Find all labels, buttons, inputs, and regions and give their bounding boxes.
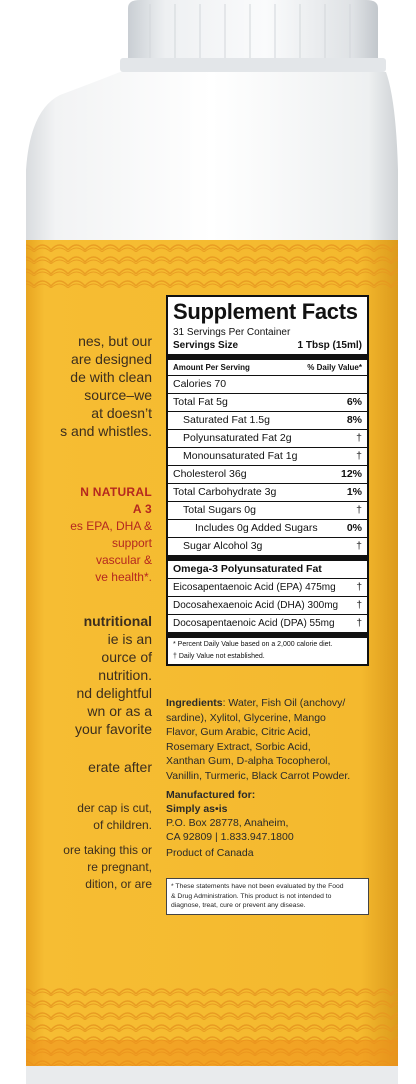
intro-line: at doesn’t <box>91 405 152 421</box>
ingredients-block <box>166 696 376 783</box>
nutrition-paragraph <box>8 612 158 738</box>
omega-dv: † <box>356 600 362 611</box>
nutrient-dv: 1% <box>346 486 362 498</box>
nutrient-name: Monounsaturated Fat 1g <box>183 450 298 462</box>
calories-label: Calories 70 <box>173 378 227 390</box>
nutrient-row <box>168 466 367 484</box>
doctor-note <box>8 842 158 893</box>
nutrient-name: Polyunsaturated Fat 2g <box>183 432 292 444</box>
nutrient-dv: † <box>356 540 362 552</box>
omega-name: Docosapentaenoic Acid (DPA) 55mg <box>173 618 335 629</box>
disclaimer-line: * These statements have not been evaluated by the Food <box>171 883 344 890</box>
omega-row <box>168 579 367 597</box>
nutrient-name: Sugar Alcohol 3g <box>183 540 263 552</box>
ingredients-line: Xanthan Gum, D-alpha Tocopherol, <box>166 755 331 767</box>
nutrient-row <box>168 484 367 502</box>
serving-size-row <box>168 339 367 354</box>
nutrient-dv: † <box>356 450 362 462</box>
intro-line: are designed <box>71 351 152 367</box>
claim-line: A 3 <box>132 502 152 516</box>
doctor-line: re pregnant, <box>87 860 152 874</box>
servings-per-container: 31 Servings Per Container <box>173 327 291 338</box>
amount-header-row <box>168 360 367 376</box>
omega-row <box>168 615 367 632</box>
ingredients-label: Ingredients <box>166 697 223 709</box>
nutrient-dv: 0% <box>346 522 362 534</box>
claim-line: N NATURAL <box>80 485 152 499</box>
nutrition-line: ie is an <box>107 631 152 647</box>
fda-disclaimer <box>166 878 369 915</box>
omega-header: Omega-3 Polyunsaturated Fat <box>173 563 322 575</box>
omega-row <box>168 597 367 615</box>
refrigerate-note <box>8 758 158 776</box>
daily-value-header: % Daily Value* <box>307 363 362 372</box>
nutrient-name: Cholesterol 36g <box>173 468 247 480</box>
nutrient-dv: † <box>356 432 362 444</box>
claim-line: ve health*. <box>95 570 152 584</box>
doctor-line: ore taking this or <box>63 843 152 857</box>
nutrient-dv: † <box>356 504 362 516</box>
address-line: CA 92809 | 1.833.947.1800 <box>166 831 294 843</box>
omega-dv: † <box>356 618 362 629</box>
ingredients-line: sardine), Xylitol, Glycerine, Mango <box>166 711 326 724</box>
ingredients-line: Vanillin, Turmeric, Black Carrot Powder. <box>166 769 351 782</box>
intro-line: de with clean <box>70 369 152 385</box>
warning-line: der cap is cut, <box>77 801 152 815</box>
nutrient-name: Total Carbohydrate 3g <box>173 486 277 498</box>
disclaimer-line: & Drug Administration. This product is not intended to <box>171 892 332 900</box>
product-origin: Product of Canada <box>166 847 254 859</box>
footnote-not-established: † Daily Value not established. <box>173 653 265 660</box>
nutrient-row <box>168 538 367 555</box>
nutrient-row <box>168 448 367 466</box>
omega-header-row <box>168 561 367 579</box>
doctor-line: dition, or are <box>85 877 152 891</box>
serving-size-label: Servings Size <box>173 340 239 351</box>
nutrition-line: your favorite <box>74 721 152 737</box>
nutrient-row <box>168 520 367 538</box>
nutrient-name: Includes 0g Added Sugars <box>195 522 318 534</box>
claim-line: es EPA, DHA & <box>70 519 152 533</box>
nutrient-name: Total Sugars 0g <box>183 504 256 516</box>
supplement-facts-title: Supplement Facts <box>173 299 358 324</box>
supplement-facts-panel <box>166 295 369 666</box>
nutrition-line: nutrition. <box>98 667 152 683</box>
calories-row <box>168 376 367 394</box>
warning-line: of children. <box>93 818 152 832</box>
nutrient-dv: 6% <box>346 396 362 408</box>
warning-note <box>8 800 158 834</box>
omega-dv: † <box>356 582 362 593</box>
ingredients-first-line <box>166 696 376 711</box>
nutrient-row <box>168 430 367 448</box>
nutrient-row <box>168 502 367 520</box>
intro-paragraph <box>8 332 158 440</box>
nutrition-line: ource of <box>101 649 152 665</box>
nutrient-dv: 12% <box>340 468 362 480</box>
nutrition-line: nd delightful <box>76 685 152 701</box>
disclaimer-line: diagnose, treat, cure or prevent any disease. <box>171 902 306 909</box>
serving-size-value: 1 Tbsp (15ml) <box>297 340 362 351</box>
amount-per-serving-label: Amount Per Serving <box>173 363 250 372</box>
manufactured-for-label: Manufactured for: <box>166 789 256 801</box>
omega-claim <box>8 484 158 586</box>
ingredients-line: Rosemary Extract, Sorbic Acid, <box>166 740 311 753</box>
intro-line: s and whistles. <box>60 423 152 439</box>
intro-line: source–we <box>84 387 152 403</box>
nutrition-line: nutritional <box>83 613 152 629</box>
company-name: Simply as•is <box>166 803 228 815</box>
nutrient-dv: 8% <box>346 414 362 426</box>
manufacturer-block <box>166 788 376 860</box>
claim-line: vascular & <box>95 553 152 567</box>
claim-line: support <box>111 536 152 550</box>
refrigerate-line: erate after <box>88 759 152 775</box>
nutrition-line: wn or as a <box>87 703 152 719</box>
intro-line: nes, but our <box>78 333 152 349</box>
nutrient-row <box>168 394 367 412</box>
ingredients-line: Flavor, Gum Arabic, Citric Acid, <box>166 726 311 738</box>
omega-name: Docosahexaenoic Acid (DHA) 300mg <box>173 600 339 611</box>
nutrient-row <box>168 412 367 430</box>
nutrient-name: Saturated Fat 1.5g <box>183 414 270 426</box>
ingredients-line: : Water, Fish Oil (anchovy/ <box>222 697 346 709</box>
omega-name: Eicosapentaenoic Acid (EPA) 475mg <box>173 582 336 593</box>
nutrient-name: Total Fat 5g <box>173 396 228 408</box>
footnote-daily-value: * Percent Daily Value based on a 2,000 calorie diet. <box>173 641 333 648</box>
address-line: P.O. Box 28778, Anaheim, <box>166 817 289 829</box>
